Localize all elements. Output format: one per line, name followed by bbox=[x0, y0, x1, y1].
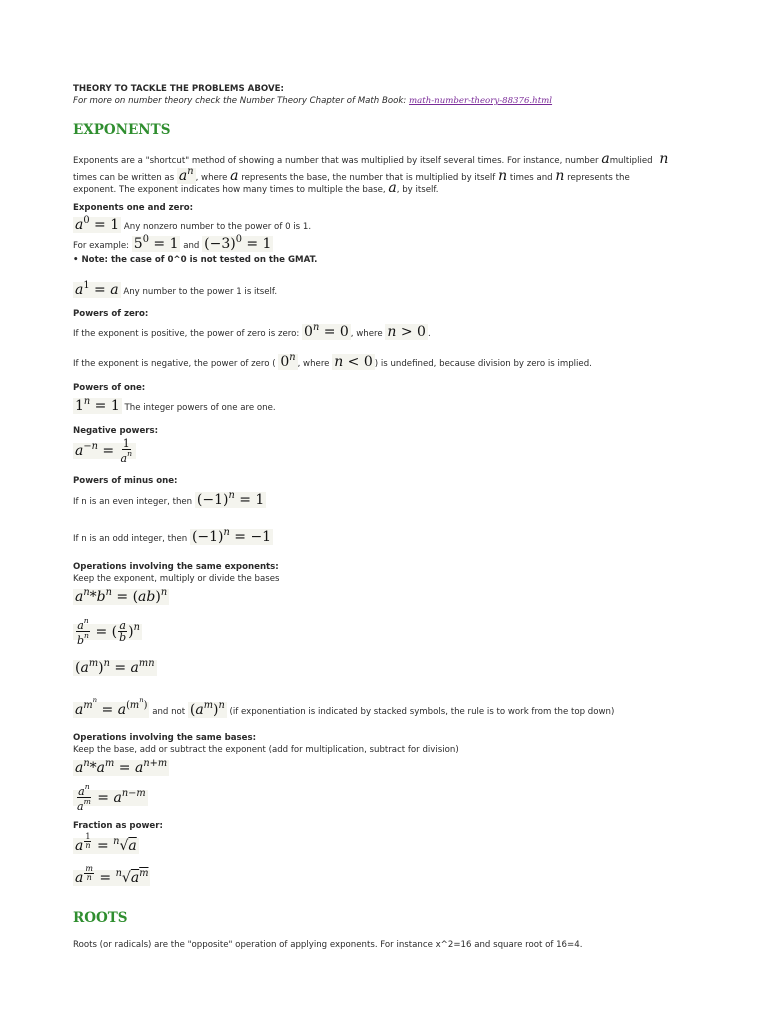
rule-text: Any number to the power 1 is itself. bbox=[123, 287, 278, 297]
intro-heading: THEORY TO TACKLE THE PROBLEMS ABOVE: bbox=[73, 84, 284, 94]
powers-one-heading: Powers of one: bbox=[73, 383, 146, 393]
negative-powers-rule bbox=[73, 438, 136, 464]
same-bases-desc: Keep the base, add or subtract the exponent (add for multiplication, subtract for division) bbox=[73, 745, 459, 755]
desc-text: multiplied bbox=[609, 156, 653, 166]
math-n: n bbox=[498, 168, 508, 184]
formula-neg3-pow-0: $(-3)^0 = 1$ bbox=[204, 234, 272, 252]
powers-minus-one-heading: Powers of minus one: bbox=[73, 476, 178, 486]
formula-n-lt-0: n < 0 bbox=[334, 354, 373, 370]
formula-product-same-base bbox=[73, 758, 169, 776]
rule-text: If n is an even integer, then bbox=[73, 497, 193, 507]
rule-text: ) is undefined, because division by zero is implied. bbox=[374, 359, 592, 369]
intro-more-text: For more on number theory check the Number Theory Chapter of Math Book: bbox=[73, 96, 407, 106]
formula-a0-eq-1: $a^0 = 1$ bbox=[75, 215, 120, 233]
formula-a-mn-stacked: $a^{m^n} = a^{(m^n)}$ bbox=[75, 696, 148, 718]
desc-text: , by itself. bbox=[396, 185, 439, 195]
rule-text: If the exponent is negative, the power of zero ( bbox=[73, 359, 276, 369]
rule-text: The integer powers of one are one. bbox=[124, 403, 276, 413]
desc-text: represents the bbox=[567, 173, 630, 183]
number-theory-link[interactable]: math-number-theory-88376.html bbox=[409, 96, 553, 106]
math-a: a bbox=[230, 168, 239, 184]
fraction-power-heading: Fraction as power: bbox=[73, 821, 163, 831]
powers-one-rule bbox=[73, 396, 276, 414]
desc-text: represents the base, the number that is multiplied by itself bbox=[241, 173, 496, 183]
formula-am-n: $(a^m)^n$ bbox=[189, 700, 225, 718]
stacked-note: (if exponentiation is indicated by stacked symbols, the rule is to work from the top down) bbox=[229, 707, 615, 717]
math-a-pow-n: $a^n$ bbox=[178, 166, 194, 184]
rule-text: If the exponent is positive, the power of zero is zero: bbox=[73, 329, 300, 339]
formula-1-pow-n: $1^n = 1$ bbox=[75, 396, 120, 414]
formula-an-bn-eq-ab-n: $a^n*b^n = (ab)^n$ bbox=[75, 587, 168, 605]
powers-zero-heading: Powers of zero: bbox=[73, 309, 149, 319]
formula-nth-root-a: a $^{\frac{1}{n}}$ = $^n$√a bbox=[75, 832, 137, 854]
formula-quotient-same-exp bbox=[73, 617, 142, 646]
minus-one-even bbox=[73, 490, 266, 508]
same-bases-heading: Operations involving the same bases: bbox=[73, 733, 257, 743]
rule-text: If n is an odd integer, then bbox=[73, 534, 188, 544]
rule-one-power bbox=[73, 280, 277, 298]
formula-0-pow-n-eq-0: $0^n = 0$ bbox=[304, 322, 349, 340]
minus-one-odd bbox=[73, 527, 273, 545]
desc-text: , where bbox=[195, 173, 228, 183]
and-not-text: and not bbox=[152, 707, 186, 717]
same-exponents-heading: Operations involving the same exponents: bbox=[73, 562, 279, 572]
formula-product-same-exp bbox=[73, 587, 169, 605]
example-label: For example: bbox=[73, 241, 130, 251]
rule-text: , where bbox=[297, 359, 330, 369]
formula-a1-eq-a: $a^1 = a$ bbox=[75, 280, 119, 298]
formula-stacked-exponents bbox=[73, 696, 614, 718]
desc-text: exponent. The exponent indicates how many times to multiple the base, bbox=[73, 185, 386, 195]
formula-am-n-eq-amn: $(a^m)^n = a^{mn}$ bbox=[75, 658, 155, 676]
same-exponents-desc: Keep the exponent, multiply or divide the bases bbox=[73, 574, 280, 584]
negative-powers-heading: Negative powers: bbox=[73, 426, 159, 436]
formula-quotient-same-base bbox=[73, 783, 148, 812]
formula-power-of-power bbox=[73, 658, 157, 676]
rule-text: Any nonzero number to the power of 0 is 1. bbox=[123, 222, 312, 232]
formula-a-pow-m-over-n bbox=[73, 865, 150, 886]
zero-power-example bbox=[73, 234, 273, 252]
math-a: a bbox=[601, 151, 610, 167]
formula-0-pow-n: 0$^n$ bbox=[280, 352, 296, 370]
formula-minus1-even: $(-1)^n = 1$ bbox=[196, 490, 265, 508]
formula-a-pow-neg-n: $a^{-n}$ = $\frac{1}{a^n}$ bbox=[73, 443, 136, 459]
rule-zero-power bbox=[73, 215, 311, 233]
exponents-title: EXPONENTS bbox=[73, 122, 171, 138]
powers-zero-negative bbox=[73, 352, 592, 370]
exponents-desc-line3 bbox=[73, 180, 439, 196]
roots-desc: Roots (or radicals) are the "opposite" operation of applying exponents. For instance x^2=16 and square root of 16=4. bbox=[73, 940, 583, 950]
formula-minus1-odd: $(-1)^n = -1$ bbox=[191, 527, 272, 545]
formula-5-pow-0: $5^0 = 1$ bbox=[133, 234, 179, 252]
exponents-desc-line1 bbox=[73, 151, 668, 167]
math-a: a bbox=[388, 180, 397, 196]
desc-text: times can be written as bbox=[73, 173, 175, 183]
math-n: n bbox=[555, 168, 565, 184]
desc-text: Exponents are a "shortcut" method of showing a number that was multiplied by itself several times. For instance, number bbox=[73, 156, 599, 166]
note-zero-zero: • Note: the case of 0^0 is not tested on the GMAT. bbox=[73, 255, 318, 265]
one-zero-heading: Exponents one and zero: bbox=[73, 203, 194, 213]
rule-text: , where bbox=[350, 329, 383, 339]
desc-text: times and bbox=[509, 173, 553, 183]
roots-title: ROOTS bbox=[73, 910, 128, 926]
formula-nth-root-am: a $^{\frac{m}{n}}$ = $^n√a^m$ bbox=[75, 864, 149, 886]
math-n: n bbox=[659, 151, 669, 167]
formula-a-pow-1-over-n bbox=[73, 833, 139, 854]
formula-an-over-am: $\frac{a^n}{a^m}$ = $a^{n-m}$ bbox=[73, 790, 148, 806]
intro-more-line bbox=[73, 96, 552, 106]
formula-an-am-eq-anplusm: $a^n*a^m = a^{n+m}$ bbox=[75, 758, 168, 776]
powers-zero-positive: If the exponent is positive, the power of zero is zero: $0^n = 0$ , where n > 0 . bbox=[73, 322, 431, 340]
formula-n-gt-0: n > 0 bbox=[387, 324, 426, 340]
and-text: and bbox=[183, 241, 200, 251]
formula-an-over-bn: $\frac{a^n}{b^n}$ = ( $\frac{a}{b}$ )$^n$ bbox=[73, 624, 142, 640]
